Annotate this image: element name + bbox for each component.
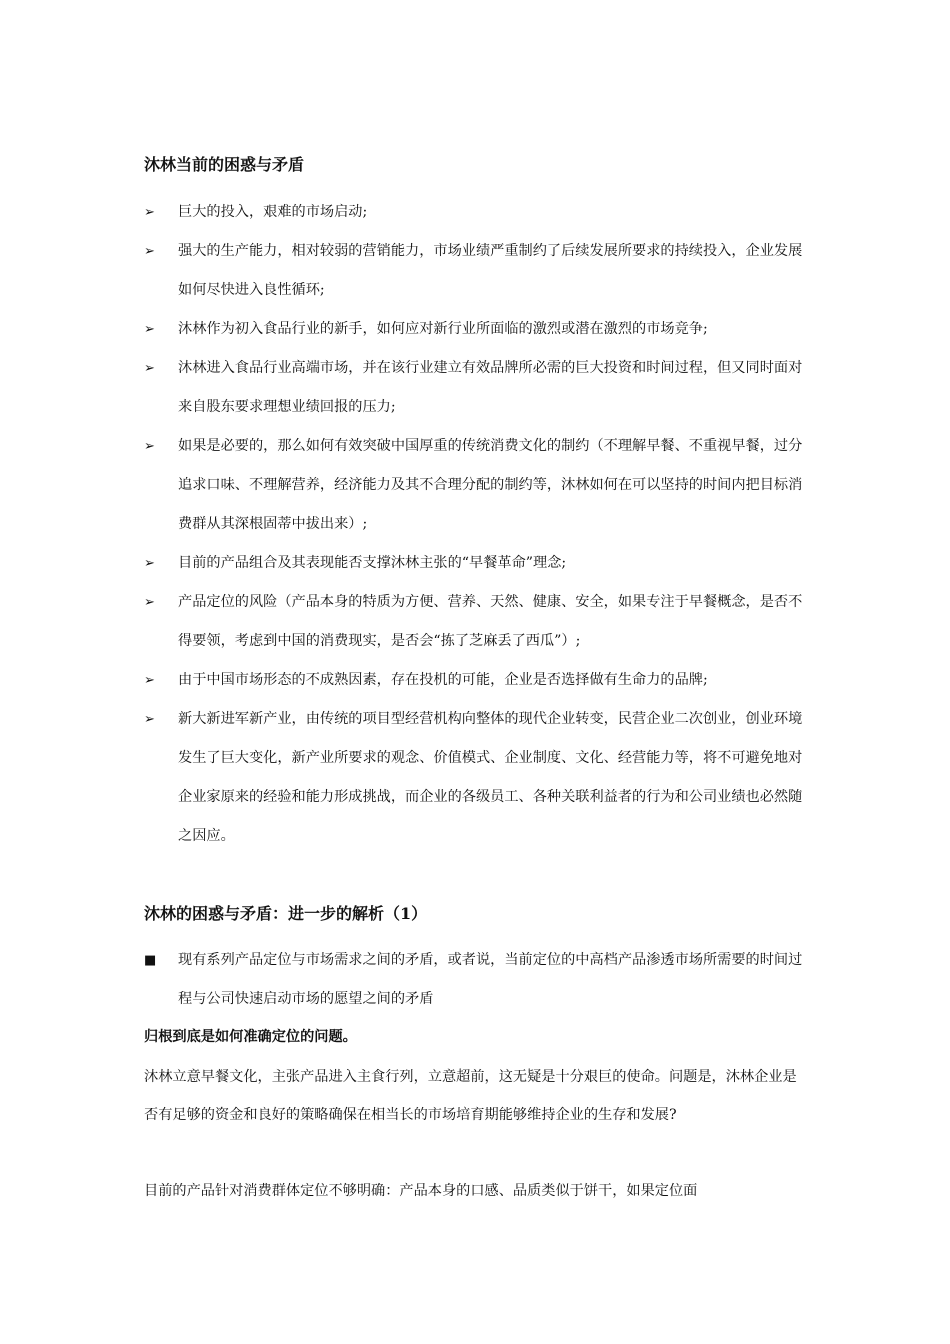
key-conclusion: 归根到底是如何准确定位的问题。 xyxy=(144,1029,357,1045)
list-item xyxy=(144,583,814,661)
section-title-further-analysis: 沐林的困惑与矛盾：进一步的解析（1） xyxy=(144,904,428,923)
list-item-text: 沐林作为初入食品行业的新手，如何应对新行业所面临的激烈或潜在激烈的市场竞争; xyxy=(178,321,708,337)
list-item xyxy=(144,232,814,310)
arrow-bullet-icon: ➢ xyxy=(144,205,155,220)
list-item-text: 强大的生产能力，相对较弱的营销能力，市场业绩严重制约了后续发展所要求的持续投入，企业发展如何尽快进入良性循环; xyxy=(178,243,803,298)
square-bullet-item xyxy=(144,941,814,1019)
list-item xyxy=(144,193,814,232)
arrow-bullet-icon: ➢ xyxy=(144,712,155,727)
arrow-bullet-icon: ➢ xyxy=(144,322,155,337)
square-bullet-icon: ■ xyxy=(144,953,157,968)
square-bullet-text: 现有系列产品定位与市场需求之间的矛盾，或者说，当前定位的中高档产品渗透市场所需要的时间过程与公司快速启动市场的愿望之间的矛盾 xyxy=(178,952,803,1007)
list-item-text: 沐林进入食品行业高端市场，并在该行业建立有效品牌所必需的巨大投资和时间过程，但又同时面对来自股东要求理想业绩回报的压力; xyxy=(178,360,803,415)
section-title-current-confusion: 沐林当前的困惑与矛盾 xyxy=(144,155,305,174)
list-item-text: 新大新进军新产业，由传统的项目型经营机构向整体的现代企业转变，民营企业二次创业，创业环境发生了巨大变化，新产业所要求的观念、价值模式、企业制度、文化、经营能力等，将不可避免地对企业家原来的经验和能力形成挑战，而企业的各级员工、各种关联利益者的行为和公司业绩也必然随之因应。 xyxy=(178,711,803,844)
arrow-bullet-icon: ➢ xyxy=(144,439,155,454)
list-item-text: 如果是必要的，那么如何有效突破中国厚重的传统消费文化的制约（不理解早餐、不重视早餐，过分追求口味、不理解营养，经济能力及其不合理分配的制约等，沐林如何在可以坚持的时间内把目标消费群从其深根固蒂中拔出来）; xyxy=(178,438,803,532)
list-item xyxy=(144,661,814,700)
arrow-bullet-icon: ➢ xyxy=(144,556,155,571)
list-item xyxy=(144,310,814,349)
body-paragraph: 目前的产品针对消费群体定位不够明确：产品本身的口感、品质类似于饼干，如果定位面 xyxy=(144,1183,698,1199)
arrow-bullet-icon: ➢ xyxy=(144,244,155,259)
list-item-text: 目前的产品组合及其表现能否支撑沐林主张的“早餐革命”理念; xyxy=(178,555,567,571)
confusion-bullet-list xyxy=(144,193,814,856)
list-item xyxy=(144,544,814,583)
body-paragraph: 沐林立意早餐文化，主张产品进入主食行列，立意超前，这无疑是十分艰巨的使命。问题是，沐林企业是否有足够的资金和良好的策略确保在相当长的市场培育期能够维持企业的生存和发展? xyxy=(144,1069,797,1123)
arrow-bullet-icon: ➢ xyxy=(144,361,155,376)
list-item xyxy=(144,427,814,544)
list-item-text: 产品定位的风险（产品本身的特质为方便、营养、天然、健康、安全，如果专注于早餐概念，是否不得要领，考虑到中国的消费现实，是否会“拣了芝麻丢了西瓜”）; xyxy=(178,594,803,649)
list-item-text: 巨大的投入，艰难的市场启动; xyxy=(178,204,368,220)
list-item-text: 由于中国市场形态的不成熟因素，存在投机的可能，企业是否选择做有生命力的品牌; xyxy=(178,672,708,688)
arrow-bullet-icon: ➢ xyxy=(144,595,155,610)
list-item xyxy=(144,700,814,856)
arrow-bullet-icon: ➢ xyxy=(144,673,155,688)
list-item xyxy=(144,349,814,427)
